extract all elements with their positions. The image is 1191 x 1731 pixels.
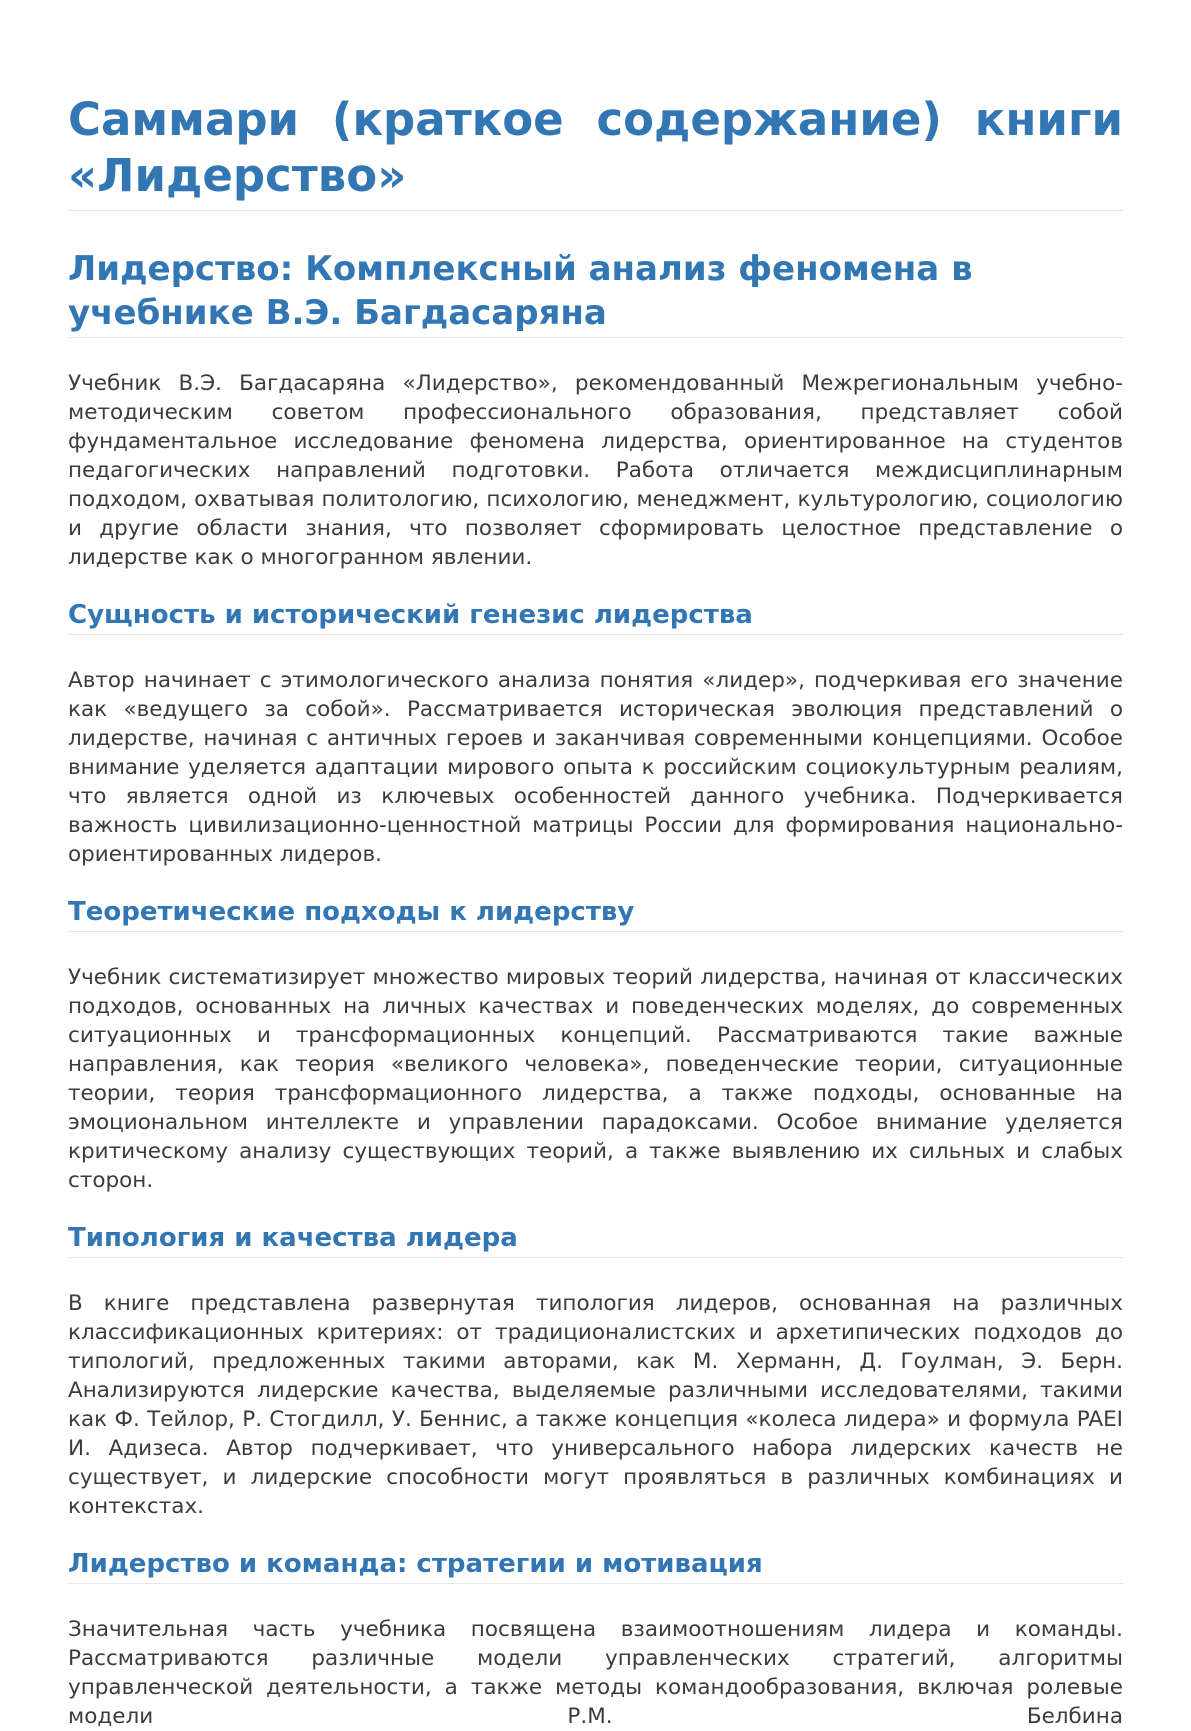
- section-heading-genesis: Сущность и исторический генезис лидерства: [68, 598, 1123, 635]
- intro-paragraph: Учебник В.Э. Багдасаряна «Лидерство», рекомендованный Межрегиональным учебно-методическим советом профессионального образования, представляет собой фундаментальное исследование феномена лидерства, ориентированное на студентов педагогических направлений подготовки. Работа отличается междисциплинарным подходом, охватывая политологию, психологию, менеджмент, культурологию, социологию и другие области знания, что позволяет сформировать целостное представление о лидерстве как о многогранном явлении.: [68, 371, 1123, 570]
- section-heading-theories: Теоретические подходы к лидерству: [68, 895, 1123, 932]
- document-page: [68, 92, 1123, 1731]
- section-text-theories: Учебник систематизирует множество мировых теорий лидерства, начиная от классических подходов, основанных на личных качествах и поведенческих моделях, до современных ситуационных и трансформационных концепций. Рассматриваются такие важные направления, как теория «великого человека», поведенческие теории, ситуационные теории, теория трансформационного лидерства, а также подходы, основанные на эмоциональном интеллекте и управлении парадоксами. Особое внимание уделяется критическому анализу существующих теорий, а также выявлению их сильных и слабых сторон.: [68, 965, 1123, 1193]
- section-text-genesis: Автор начинает с этимологического анализа понятия «лидер», подчеркивая его значение как «ведущего за собой». Рассматривается историческая эволюция представлений о лидерстве, начиная с античных героев и заканчивая современными концепциями. Особое внимание уделяется адаптации мирового опыта к российским социокультурным реалиям, что является одной из ключевых особенностей данного учебника. Подчеркивается важность цивилизационно-ценностной матрицы России для формирования национально-ориентированных лидеров.: [68, 668, 1123, 867]
- page-title: Саммари (краткое содержание) книги «Лидерство»: [68, 92, 1123, 211]
- section-text-typology: В книге представлена развернутая типология лидеров, основанная на различных классификационных критериях: от традиционалистских и архетипических подходов до типологий, предложенных такими авторами, как М. Херманн, Д. Гоулман, Э. Берн. Анализируются лидерские качества, выделяемые различными исследователями, такими как Ф. Тейлор, Р. Стогдилл, У. Беннис, а также концепция «колеса лидера» и формула PAEI И. Адизеса. Автор подчеркивает, что универсального набора лидерских качеств не существует, и лидерские способности могут проявляться в различных комбинациях и контекстах.: [68, 1291, 1123, 1519]
- document-subtitle: Лидерство: Комплексный анализ феномена в учебнике В.Э. Багдасаряна: [68, 247, 1123, 338]
- section-heading-team: Лидерство и команда: стратегии и мотивация: [68, 1547, 1123, 1584]
- section-heading-typology: Типология и качества лидера: [68, 1221, 1123, 1258]
- section-text-team: Значительная часть учебника посвящена взаимоотношениям лидера и команды. Рассматриваются различные модели управленческих стратегий, алгоритмы управленческой деятельности, а также методы командообразования, включая ролевые модели Р.М. Белбина: [68, 1617, 1123, 1729]
